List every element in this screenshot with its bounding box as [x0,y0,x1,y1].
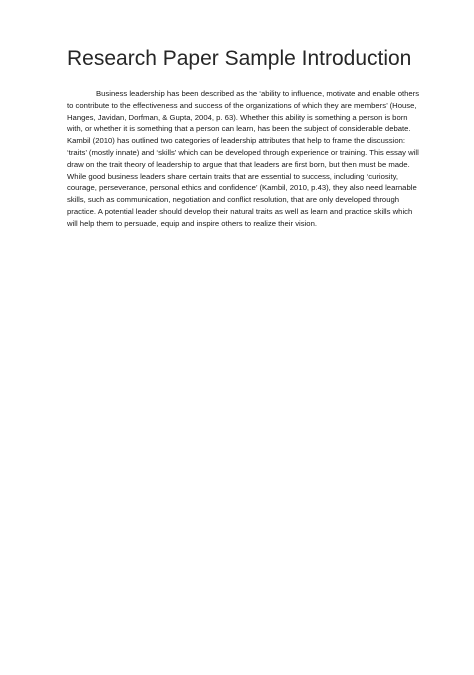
paragraph-line: draw on the trait theory of leadership to argue that that leaders are first born, but then must be made. [67,159,410,169]
paragraph-line: will help them to persuade, equip and inspire others to realize their vision. [67,218,317,228]
paragraph-line: ‘traits’ (mostly innate) and ‘skills’ which can be developed through experience or training. This essay will [67,147,419,157]
paragraph-line: practice. A potential leader should develop their natural traits as well as learn and practice skills which [67,206,413,216]
paragraph-line: skills, such as communication, negotiation and conflict resolution, that are only developed through [67,195,400,205]
page-title: Research Paper Sample Introduction [67,47,412,70]
paragraph-line: Business leadership has been described as the ‘ability to influence, motivate and enable others [96,89,420,98]
paragraph-line: courage, perseverance, personal ethics and confidence’ (Kambil, 2010, p.43), they also need learnable [67,183,417,193]
paragraph-line: Kambil (2010) has outlined two categories of leadership attributes that help to frame the discussion: [67,136,406,146]
introduction-paragraph [67,88,439,230]
paragraph-line: While good business leaders share certain traits that are essential to success, including ‘curiosity, [67,171,399,181]
paragraph-line: to contribute to the effectiveness and success of the organizations of which they are members’ (House, [67,100,417,110]
paragraph-line: Hanges, Javidan, Dorfman, & Gupta, 2004, p. 63). Whether this ability is something a person is born [67,112,408,122]
paragraph-line: with, or whether it is something that a person can learn, has been the subject of considerable debate. [67,124,411,134]
